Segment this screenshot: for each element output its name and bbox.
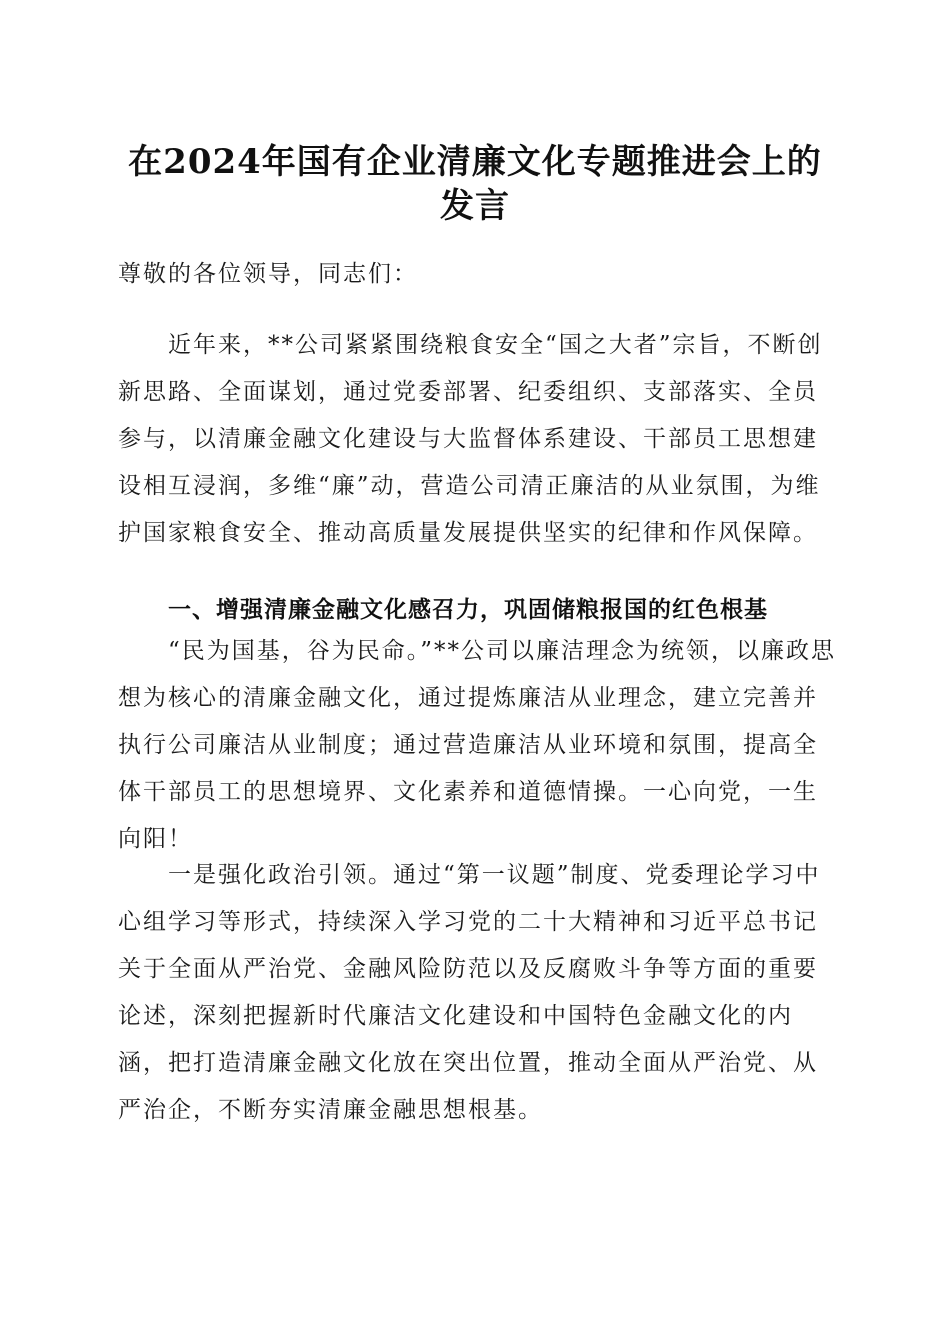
paragraph-intro: 近年来，**公司紧紧围绕粮食安全“国之大者”宗旨，不断创新思路、全面谋划，通过党委部署、纪委组织、支部落实、全员参与，以清廉金融文化建设与大监督体系建设、干部员工思想建设相互浸润，多维“廉”动，营造公司清正廉洁的从业氛围，为维护国家粮食安全、推动高质量发展提供坚实的纪律和作风保障。 (118, 332, 823, 546)
document-title-line-2: 发言 (440, 186, 510, 226)
paragraph-political-guidance (118, 852, 838, 1134)
paragraph-body-text: 通过“第一议题”制度、党委理论学习中心组学习等形式，持续深入学习党的二十大精神和习近平总书记关于全面从严治党、金融风险防范以及反腐败斗争等方面的重要论述，深刻把握新时代廉洁文化建设和中国特色金融文化的内涵，把打造清廉金融文化放在突出位置，推动全面从严治党、从严治企，不断夯实清廉金融思想根基。 (118, 862, 821, 1123)
section-heading-1: 一、增强清廉金融文化感召力，巩固储粮报国的红色根基 (168, 596, 768, 623)
paragraph-lead-phrase: 一是强化政治引领。 (168, 862, 393, 888)
salutation: 尊敬的各位领导，同志们： (118, 261, 418, 287)
paragraph-section-1: “民为国基，谷为民命。”**公司以廉洁理念为统领，以廉政思想为核心的清廉金融文化，通过提炼廉洁从业理念，建立完善并执行公司廉洁从业制度；通过营造廉洁从业环境和氛围，提高全体干部员工的思想境界、文化素养和道德情操。一心向党，一生向阳！ (118, 638, 837, 852)
document-title-line-1: 在2024年国有企业清廉文化专题推进会上的 (128, 142, 822, 182)
